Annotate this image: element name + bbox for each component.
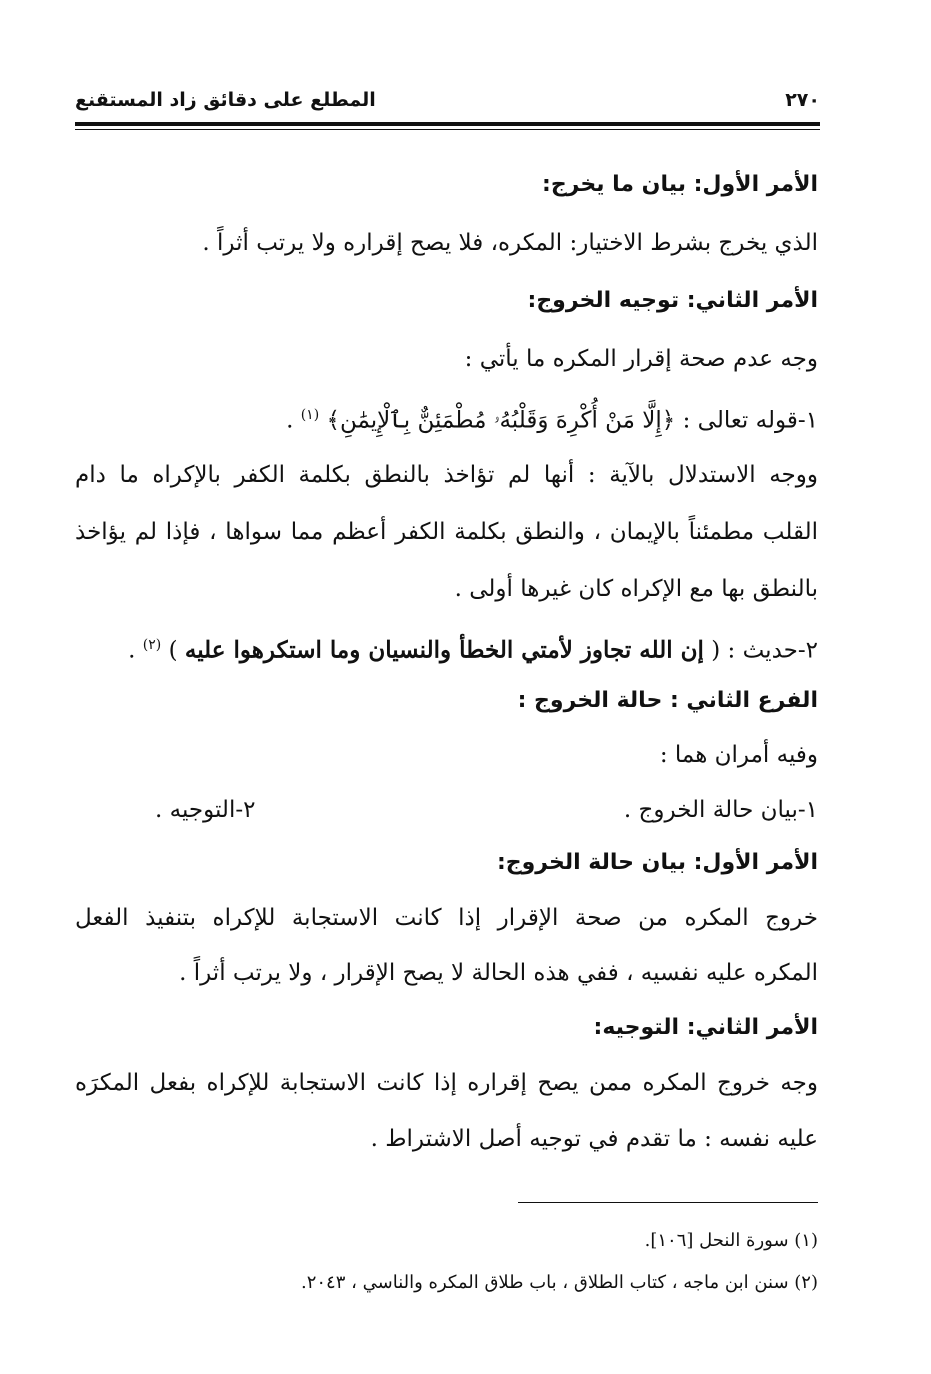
heading-first-matter-state: الأمر الأول: بيان حالة الخروج: [496, 850, 818, 875]
heading-second-matter-justification: الأمر الثاني: التوجيه: [593, 1015, 818, 1040]
two-item-list [75, 795, 818, 825]
heading-second-branch: الفرع الثاني : حالة الخروج : [517, 688, 818, 713]
paragraph-line: ووجه الاستدلال بالآية : أنها لم تؤاخذ بالنطق بكلمة الكفر بالإكراه ما دام [75, 462, 818, 488]
paragraph-line: خروج المكره من صحة الإقرار إذا كانت الاستجابة للإكراه بتنفيذ الفعل [75, 905, 818, 931]
paragraph-line: المكره عليه نفسيه ، ففي هذه الحالة لا يصح الإقرار ، ولا يرتب أثراً . [179, 960, 818, 986]
paragraph-line: القلب مطمئناً بالإيمان ، والنطق بكلمة الكفر أعظم مما سواها ، فإذا لم يؤاخذ [75, 519, 818, 545]
page-header [75, 80, 820, 120]
paragraph-line: وجه عدم صحة إقرار المكره ما يأتي : [464, 346, 818, 372]
paragraph-line: وفيه أمران هما : [659, 742, 818, 768]
quran-verse: ١-قوله تعالى : ﴿إِلَّا مَنْ أُكْرِهَ وَقَلْبُهُۥ مُطْمَئِنٌّ بِٱلْإِيمَٰنِ﴾ [326, 407, 818, 434]
footnote-ref: (٢) [142, 637, 162, 653]
footnote-ref: (١) [300, 407, 320, 423]
list-item: ١-بيان حالة الخروج . [623, 797, 818, 823]
punctuation: . [128, 637, 136, 664]
footnote-1: (١) سورة النحل [١٠٦]. [644, 1230, 818, 1251]
hadith-text: إن الله تجاوز لأمتي الخطأ والنسيان وما استكرهوا عليه [184, 636, 704, 664]
paragraph-line: الذي يخرج بشرط الاختيار: المكره، فلا يصح إقراره ولا يرتب أثراً . [202, 230, 818, 256]
header-rule-thick [75, 122, 820, 126]
heading-second-matter: الأمر الثاني: توجيه الخروج: [527, 288, 818, 313]
list-item-hadith [75, 630, 818, 666]
hadith-intro: ٢-حديث : ( [711, 637, 818, 664]
footnote-separator [518, 1202, 818, 1203]
list-item: ٢-التوجيه . [155, 797, 256, 823]
running-title: المطلع على دقائق زاد المستقنع [75, 89, 376, 111]
paragraph-line: عليه نفسه : ما تقدم في توجيه أصل الاشتراط . [370, 1126, 818, 1152]
heading-first-matter: الأمر الأول: بيان ما يخرج: [542, 172, 818, 197]
header-rule-thin [75, 129, 820, 130]
page-number: ٢٧٠ [785, 89, 820, 111]
list-item-quran [75, 400, 818, 436]
footnote-2: (٢) سنن ابن ماجه ، كتاب الطلاق ، باب طلاق المكره والناسي ، ٢٠٤٣. [300, 1272, 818, 1293]
paragraph-line: بالنطق بها مع الإكراه كان غيرها أولى . [454, 576, 818, 602]
punctuation: . [286, 407, 294, 434]
paragraph-line: وجه خروج المكره ممن يصح إقراره إذا كانت الاستجابة للإكراه بفعل المكرَه [75, 1070, 818, 1096]
hadith-close: ) [168, 637, 178, 664]
